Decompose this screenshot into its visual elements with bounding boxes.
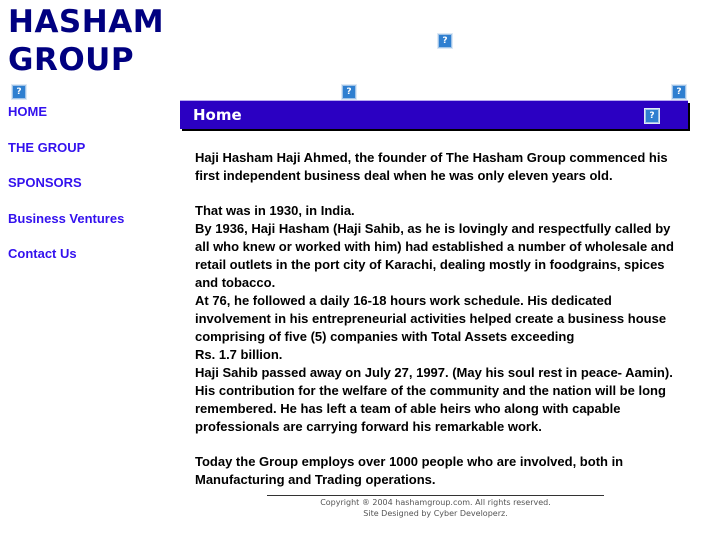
sidebar-nav [8, 103, 173, 281]
broken-image-icon: ? [645, 109, 659, 123]
site-logo-text [8, 3, 164, 79]
broken-image-icon: ? [12, 85, 26, 99]
nav-link-home[interactable]: HOME [8, 104, 47, 119]
paragraph-intro [195, 149, 685, 185]
text-line: Haji Hasham Haji Ahmed, the founder of The Hasham Group commenced his [195, 150, 668, 165]
text-line: involvement in his entrepreneurial activities helped create a business house [195, 311, 667, 326]
designer-credit: Site Designed by Cyber Developerz. [363, 509, 508, 518]
copyright-text: Copyright ® 2004 hashamgroup.com. All rights reserved. [320, 498, 551, 507]
main-content [195, 149, 685, 506]
text-line: remembered. He has left a team of able heirs who along with capable [195, 401, 621, 416]
text-line: and tobacco. [195, 275, 276, 290]
text-line: Manufacturing and Trading operations. [195, 472, 436, 487]
footer [267, 497, 604, 519]
broken-image-icon: ? [672, 85, 686, 99]
nav-link-the-group[interactable]: THE GROUP [8, 139, 86, 155]
page-title-bar [180, 101, 688, 129]
text-line: comprising of five (5) companies with Total Assets exceeding [195, 329, 575, 344]
text-line: all who knew or worked with him) had established a number of wholesale and [195, 239, 674, 254]
footer-divider [267, 495, 604, 496]
brand-line-1: HASHAM [8, 4, 165, 40]
text-line: first independent business deal when he was only eleven years old. [195, 168, 613, 183]
text-line: That was in 1930, in India. [195, 203, 355, 218]
broken-image-icon: ? [342, 85, 356, 99]
text-line: professionals are carrying forward his remarkable work. [195, 419, 542, 434]
brand-line-2: GROUP [8, 42, 135, 78]
text-line: His contribution for the welfare of the community and the nation will be long [195, 383, 666, 398]
text-line: By 1936, Haji Hasham (Haji Sahib, as he is lovingly and respectfully called by [195, 221, 671, 236]
page-title: Home [193, 106, 242, 124]
text-line: Haji Sahib passed away on July 27, 1997. (May his soul rest in peace- Aamin). [195, 365, 673, 380]
text-line: Today the Group employs over 1000 people who are involved, both in [195, 454, 624, 469]
nav-link-business-ventures[interactable]: Business Ventures [8, 210, 125, 226]
text-line: Rs. 1.7 billion. [195, 347, 283, 362]
nav-link-sponsors[interactable]: SPONSORS [8, 175, 82, 190]
text-line: At 76, he followed a daily 16-18 hours work schedule. His dedicated [195, 293, 612, 308]
text-line: retail outlets in the port city of Karachi, dealing mostly in foodgrains, spices [195, 257, 665, 272]
nav-link-contact-us[interactable]: Contact Us [8, 246, 77, 261]
broken-image-icon: ? [438, 34, 452, 48]
paragraph-today [195, 453, 685, 489]
paragraph-history [195, 202, 685, 436]
